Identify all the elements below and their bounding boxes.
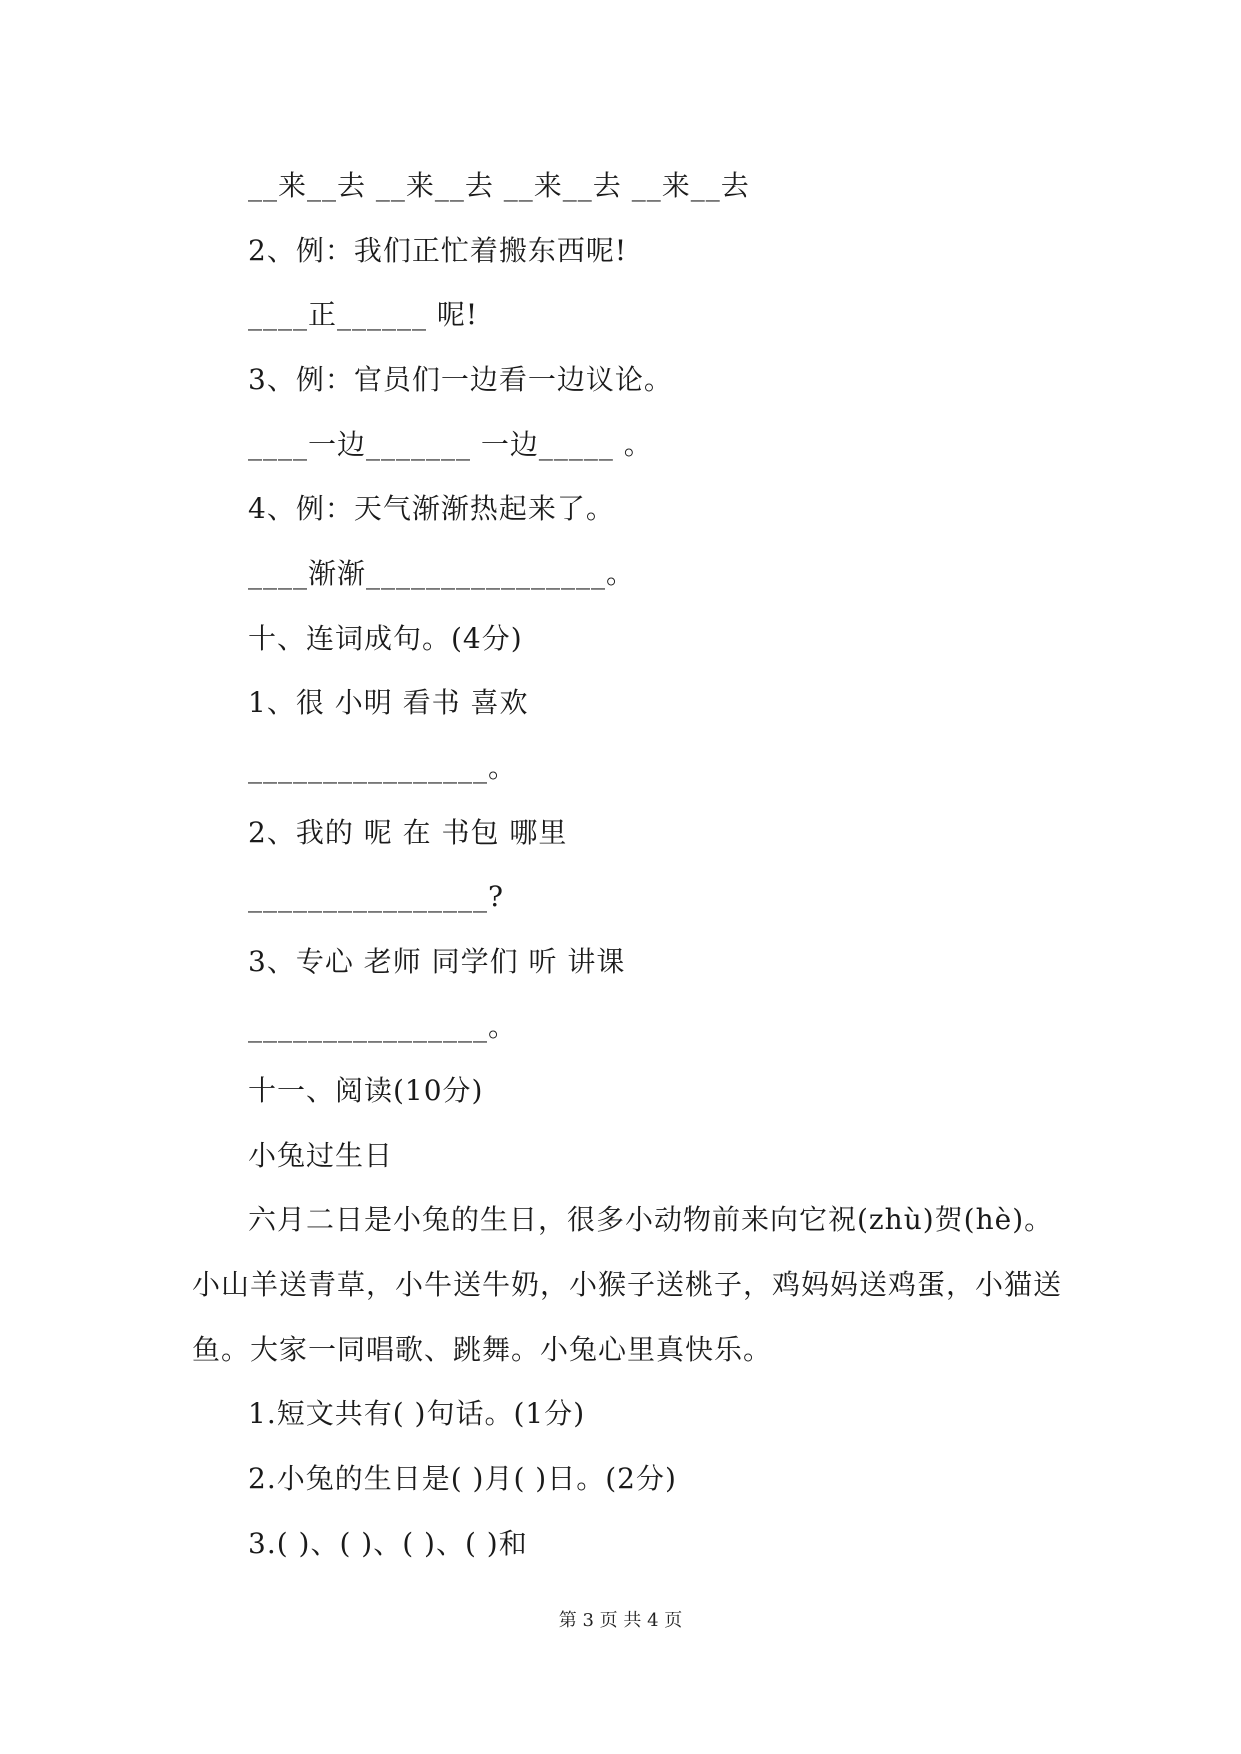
section-heading: 十一、阅读(10分) — [248, 1074, 484, 1107]
exercise-line: __来__去 __来__去 __来__去 __来__去 — [248, 169, 750, 202]
question-line: 2、我的 呢 在 书包 哪里 — [248, 816, 568, 849]
page-number: 第 3 页 共 4 页 — [558, 1610, 683, 1631]
fill-blank-line: ____正______ 呢! — [248, 298, 479, 331]
exercise-example: 3、例：官员们一边看一边议论。 — [248, 363, 673, 396]
question-line: 1.短文共有( )句话。(1分) — [248, 1397, 586, 1430]
answer-blank: ________________。 — [248, 751, 518, 784]
question-line: 1、很 小明 看书 喜欢 — [248, 686, 529, 719]
question-line: 3.( )、( )、( )、( )和 — [248, 1527, 528, 1560]
passage-title: 小兔过生日 — [248, 1139, 394, 1172]
fill-blank-line: ____一边_______ 一边_____ 。 — [248, 428, 653, 461]
question-line: 2.小兔的生日是( )月( )日。(2分) — [248, 1462, 677, 1495]
passage-paragraph: 小山羊送青草，小牛送牛奶，小猴子送桃子，鸡妈妈送鸡蛋，小猫送 — [192, 1268, 1063, 1301]
exercise-example: 2、例：我们正忙着搬东西呢! — [248, 234, 628, 267]
exercise-example: 4、例：天气渐渐热起来了。 — [248, 492, 615, 525]
answer-blank: ________________。 — [248, 1010, 518, 1043]
fill-blank-line: ____渐渐________________。 — [248, 557, 636, 590]
answer-blank: ________________? — [248, 880, 505, 913]
passage-paragraph: 鱼。大家一同唱歌、跳舞。小兔心里真快乐。 — [192, 1333, 773, 1366]
section-heading: 十、连词成句。(4分) — [248, 622, 523, 655]
question-line: 3、专心 老师 同学们 听 讲课 — [248, 945, 626, 978]
passage-paragraph: 六月二日是小兔的生日，很多小动物前来向它祝(zhù)贺(hè)。 — [248, 1203, 1054, 1236]
